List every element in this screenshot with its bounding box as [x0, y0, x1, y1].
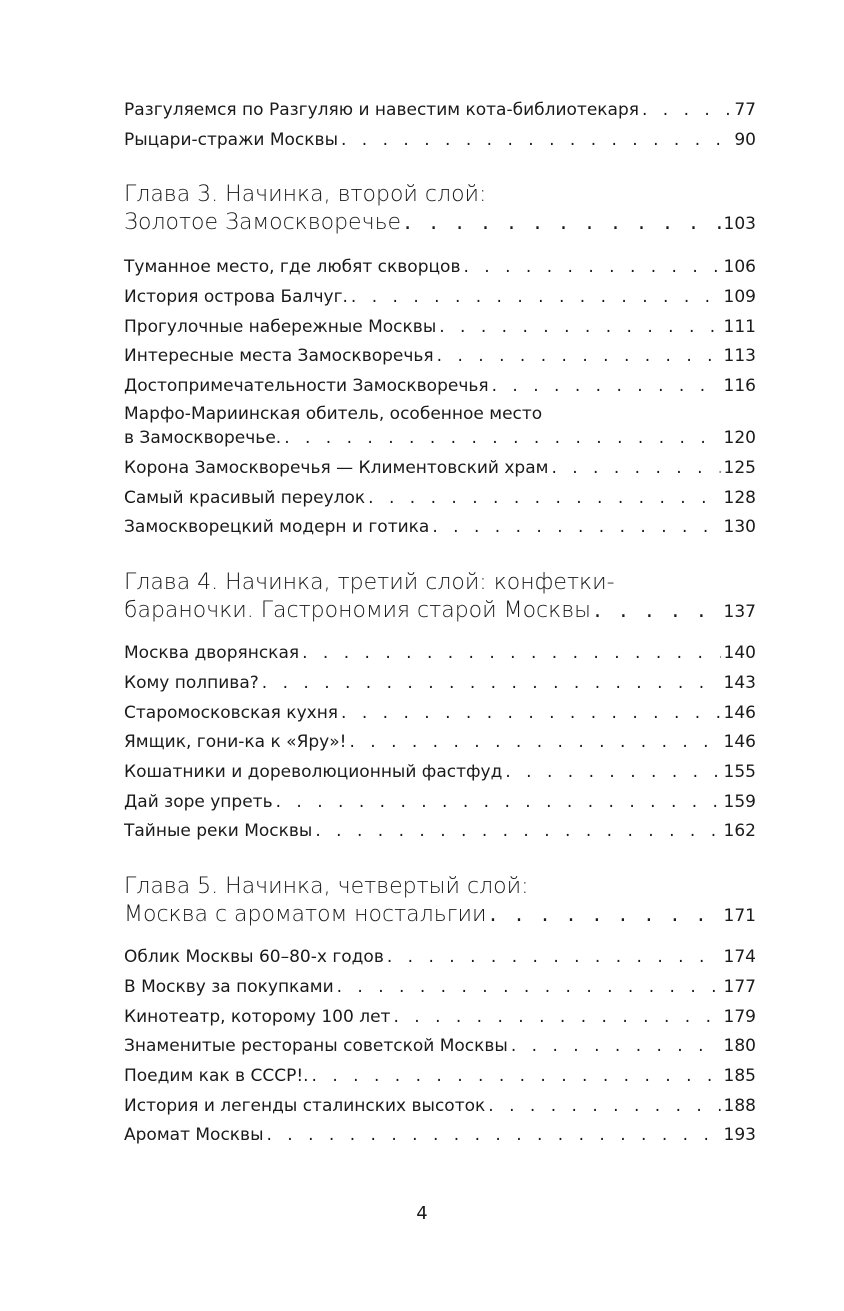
entry-title: Тайные реки Москвы [124, 821, 313, 841]
entry-page: 77 [734, 100, 756, 120]
toc-entry[interactable] [124, 642, 756, 664]
entry-page: 155 [723, 762, 756, 782]
chapter-heading[interactable] [124, 597, 756, 626]
chapter-page: 137 [723, 602, 756, 622]
toc-entry[interactable] [124, 1035, 756, 1057]
dot-leader [404, 209, 720, 237]
dot-leader [351, 286, 721, 308]
entry-title: Ямщик, гони-ка к «Яру»! [124, 732, 347, 752]
dot-leader [437, 345, 721, 367]
entry-title: Москва дворянская [124, 643, 300, 663]
entry-title: Прогулочные набережные Москвы [124, 317, 437, 337]
chapter-heading[interactable] [124, 209, 756, 238]
entry-title: Корона Замоскворечья — Климентовский храм [124, 458, 549, 478]
entry-title: В Москву за покупками [124, 977, 334, 997]
entry-page: 109 [723, 287, 756, 307]
toc-entry[interactable] [124, 487, 756, 509]
toc-entry[interactable] [124, 731, 756, 753]
entry-page: 143 [723, 673, 756, 693]
dot-leader [312, 1065, 721, 1087]
entry-title: Рыцари-стражи Москвы [124, 130, 338, 150]
entry-page: 111 [723, 317, 756, 337]
dot-leader [393, 1006, 720, 1028]
dot-leader [489, 901, 720, 929]
entry-page: 185 [723, 1066, 756, 1086]
toc-entry[interactable] [124, 946, 756, 968]
dot-leader [315, 820, 720, 842]
dot-leader [302, 642, 720, 664]
toc-entry[interactable] [124, 761, 756, 783]
dot-leader [262, 672, 721, 694]
entry-page: 146 [723, 732, 756, 752]
dot-leader [642, 99, 731, 121]
chapter-page: 171 [723, 906, 756, 926]
entry-title: Знаменитые рестораны советской Москвы [124, 1036, 508, 1056]
toc-entry[interactable] [124, 976, 756, 998]
toc-entry[interactable] [124, 256, 756, 278]
page-number: 4 [416, 1203, 428, 1224]
entry-title: Интересные места Замоскворечья [124, 346, 434, 366]
dot-leader [276, 791, 721, 813]
toc-entry[interactable] [124, 702, 756, 724]
entry-page: 106 [723, 257, 756, 277]
entry-page: 174 [723, 947, 756, 967]
toc-entry[interactable] [124, 516, 756, 538]
entry-title: Дай зоре упреть [124, 792, 273, 812]
entry-page: 128 [723, 488, 756, 508]
chapter-heading-line1: Глава 3. Начинка, второй слой: [124, 182, 487, 207]
entry-title: Разгуляемся по Разгуляю и навестим кота-библиотекаря [124, 100, 639, 120]
entry-title: Туманное место, где любят скворцов [124, 257, 461, 277]
toc-entry[interactable] [124, 129, 756, 151]
toc-entry[interactable] [124, 672, 756, 694]
entry-page: 146 [723, 703, 756, 723]
entry-title: Самый красивый переулок [124, 488, 366, 508]
toc-entry[interactable] [124, 457, 756, 479]
dot-leader [341, 129, 731, 151]
dot-leader [551, 457, 720, 479]
dot-leader [337, 976, 721, 998]
entry-page: 193 [723, 1125, 756, 1145]
chapter-page: 103 [723, 214, 756, 234]
entry-page: 113 [723, 346, 756, 366]
entry-page: 90 [734, 130, 756, 150]
entry-page: 179 [723, 1007, 756, 1027]
chapter-title: Москва с ароматом ностальгии [124, 902, 487, 927]
toc-entry[interactable] [124, 791, 756, 813]
entry-title: Замоскворецкий модерн и готика [124, 517, 430, 537]
entry-title: История и легенды сталинских высоток [124, 1096, 486, 1116]
toc-entry[interactable] [124, 99, 756, 121]
chapter-heading-line1: Глава 5. Начинка, четвертый слой: [124, 874, 529, 899]
dot-leader [267, 1124, 721, 1146]
entry-page: 116 [723, 376, 756, 396]
toc-entry[interactable] [124, 1124, 756, 1146]
chapter-title: Золотое Замоскворечье [124, 210, 402, 235]
entry-page: 120 [723, 428, 756, 448]
dot-leader [492, 375, 721, 397]
dot-leader [349, 731, 720, 753]
entry-title: Кому полпива? [124, 673, 259, 693]
dot-leader [368, 487, 720, 509]
toc-entry[interactable] [124, 1095, 756, 1117]
dot-leader [488, 1095, 720, 1117]
entry-title: Облик Москвы 60–80-х годов [124, 947, 384, 967]
toc-entry[interactable] [124, 286, 756, 308]
entry-title: Кинотеатр, которому 100 лет [124, 1007, 391, 1027]
chapter-heading-line1: Глава 4. Начинка, третий слой: конфетки- [124, 570, 615, 595]
dot-leader [463, 256, 720, 278]
dot-leader [439, 316, 720, 338]
dot-leader [284, 427, 720, 449]
dot-leader [511, 1035, 721, 1057]
entry-title: История острова Балчуг. [124, 287, 348, 307]
toc-entry[interactable] [124, 316, 756, 338]
dot-leader [505, 761, 720, 783]
entry-page: 162 [723, 821, 756, 841]
toc-entry[interactable] [124, 375, 756, 397]
dot-leader [594, 597, 721, 625]
entry-page: 180 [723, 1036, 756, 1056]
entry-page: 140 [723, 643, 756, 663]
entry-title: Кошатники и дореволюционный фастфуд [124, 762, 503, 782]
entry-title-line1: Марфо-Мариинская обитель, особенное место [124, 404, 543, 424]
entry-title: Достопримечательности Замоскворечья [124, 376, 489, 396]
entry-title: Аромат Москвы [124, 1125, 264, 1145]
dot-leader [387, 946, 721, 968]
entry-page: 125 [723, 458, 756, 478]
toc-entry[interactable] [124, 345, 756, 367]
entry-title: Старомосковская кухня [124, 703, 339, 723]
toc-entry[interactable] [124, 1065, 756, 1087]
entry-title: Поедим как в СССР!. [124, 1066, 309, 1086]
chapter-title: бараночки. Гастрономия старой Москвы [124, 598, 591, 623]
entry-page: 130 [723, 517, 756, 537]
toc-entry[interactable] [124, 427, 756, 449]
entry-page: 159 [723, 792, 756, 812]
entry-page: 177 [723, 977, 756, 997]
dot-leader [432, 516, 720, 538]
toc-entry[interactable] [124, 1006, 756, 1028]
toc-entry[interactable] [124, 820, 756, 842]
entry-title: в Замоскворечье. [124, 428, 282, 448]
chapter-heading[interactable] [124, 901, 756, 930]
dot-leader [341, 702, 721, 724]
entry-page: 188 [723, 1096, 756, 1116]
